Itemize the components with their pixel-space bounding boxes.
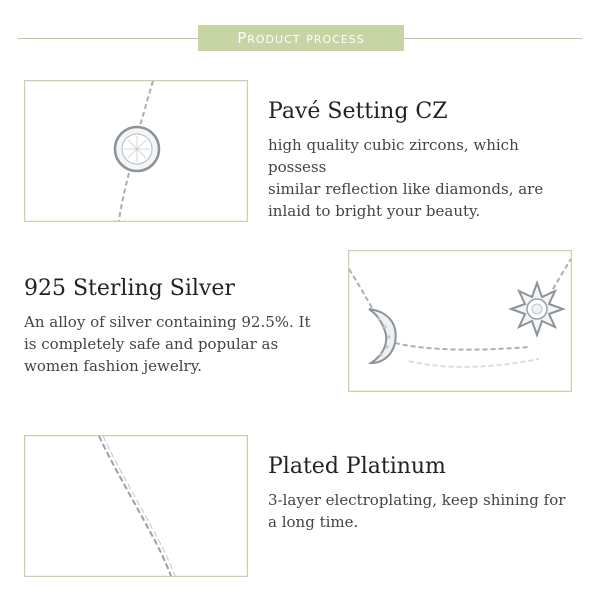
- section-header-badge: Product process: [198, 25, 404, 51]
- product-image-chain: [24, 435, 248, 577]
- feature-silver: [24, 276, 324, 377]
- feature-platinum-desc: 3-layer electroplating, keep shining for a long time.: [268, 491, 566, 531]
- product-image-cz-bezel: [24, 80, 248, 222]
- chain-bezel-illustration: [25, 81, 247, 221]
- feature-cz: [268, 99, 578, 222]
- product-image-moon-sun: [348, 250, 572, 392]
- moon-sun-illustration: [349, 251, 571, 391]
- chain-illustration: [25, 436, 247, 576]
- feature-cz-desc: high quality cubic zircons, which possess similar reflection like diamonds, are inlaid to bright your beauty.: [268, 136, 544, 220]
- feature-cz-title: Pavé Setting CZ: [268, 99, 448, 124]
- feature-platinum: [268, 454, 578, 533]
- feature-silver-desc: An alloy of silver containing 92.5%. It is completely safe and popular as women fashion jewelry.: [24, 313, 311, 375]
- feature-platinum-title: Plated Platinum: [268, 454, 446, 479]
- feature-silver-title: 925 Sterling Silver: [24, 276, 235, 301]
